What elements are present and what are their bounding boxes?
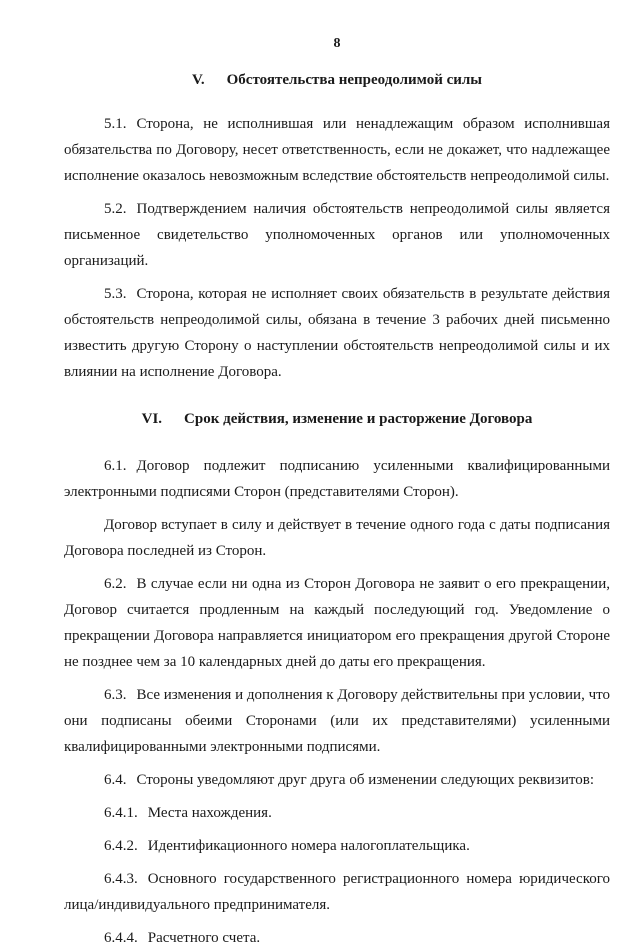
clause-text: Основного государственного регистрационного номера юридического лица/индивидуального предпринимателя. bbox=[64, 871, 610, 913]
clause-number: 6.2. bbox=[104, 576, 127, 592]
clause-5-2 bbox=[64, 196, 610, 274]
clause-6-1 bbox=[64, 453, 610, 505]
section-title: Обстоятельства непреодолимой силы bbox=[226, 72, 483, 88]
clause-6-3 bbox=[64, 682, 610, 760]
section-number: VI. bbox=[141, 411, 163, 427]
clause-text: Договор подлежит подписанию усиленными квалифицированными электронными подписями Сторон (представителями Сторон). bbox=[64, 458, 610, 500]
clause-5-1 bbox=[64, 111, 610, 189]
clause-number: 6.3. bbox=[104, 687, 127, 703]
clause-number: 6.4.1. bbox=[104, 805, 138, 821]
section-number: V. bbox=[191, 72, 205, 88]
clause-text: Договор вступает в силу и действует в течение одного года с даты подписания Договора последней из Сторон. bbox=[64, 517, 610, 559]
clause-6-4 bbox=[64, 767, 610, 793]
clause-number: 6.1. bbox=[104, 458, 127, 474]
clause-number: 6.4.2. bbox=[104, 838, 138, 854]
clause-text: Все изменения и дополнения к Договору действительны при условии, что они подписаны обеими Сторонами (или их представителями) усиленными квалифицированными электронными подписями. bbox=[64, 687, 610, 755]
section-heading bbox=[64, 72, 610, 89]
section-title: Срок действия, изменение и расторжение Договора bbox=[184, 411, 533, 427]
clause-6-4-3 bbox=[64, 866, 610, 918]
clause-number: 6.4.3. bbox=[104, 871, 138, 887]
clause-6-2 bbox=[64, 571, 610, 675]
clause-number: 5.2. bbox=[104, 201, 127, 217]
clause-number: 6.4.4. bbox=[104, 930, 138, 946]
clause-text: Подтверждением наличия обстоятельств непреодолимой силы является письменное свидетельство уполномоченных органов или уполномоченных организаций. bbox=[64, 201, 610, 269]
clause-6-4-1 bbox=[64, 800, 610, 826]
page-number: 8 bbox=[333, 36, 341, 51]
section-term-and-termination bbox=[64, 411, 610, 951]
clause-text: Расчетного счета. bbox=[147, 930, 261, 946]
section-force-majeure bbox=[64, 72, 610, 385]
clause-text: Идентификационного номера налогоплательщика. bbox=[147, 838, 470, 854]
clause-5-3 bbox=[64, 281, 610, 385]
clause-number: 5.1. bbox=[104, 116, 127, 132]
clause-6-4-4 bbox=[64, 925, 610, 951]
clause-text: В случае если ни одна из Сторон Договора не заявит о его прекращении, Договор считается продленным на каждый последующий год. Уведомление о прекращении Договора направляется инициатором его прекращения другой Стороне не позднее чем за 10 календарных дней до даты его прекращения. bbox=[64, 576, 610, 670]
clause-text: Сторона, которая не исполняет своих обязательств в результате действия обстоятельств непреодолимой силы, обязана в течение 3 рабочих дней письменно известить другую Сторону о наступлении обстоятельств непреодолимой силы и их влиянии на исполнение Договора. bbox=[64, 286, 610, 380]
clause-text: Места нахождения. bbox=[147, 805, 272, 821]
clause-number: 6.4. bbox=[104, 772, 127, 788]
clause-6-4-2 bbox=[64, 833, 610, 859]
clause-6-1-effective bbox=[64, 512, 610, 564]
section-heading bbox=[64, 411, 610, 428]
clause-number: 5.3. bbox=[104, 286, 127, 302]
clause-text: Сторона, не исполнившая или ненадлежащим образом исполнившая обязательства по Договору, несет ответственность, если не докажет, что надлежащее исполнение оказалось невозможным вследствие обстоятельств непреодолимой силы. bbox=[64, 116, 610, 184]
clause-text: Стороны уведомляют друг друга об изменении следующих реквизитов: bbox=[136, 772, 595, 788]
